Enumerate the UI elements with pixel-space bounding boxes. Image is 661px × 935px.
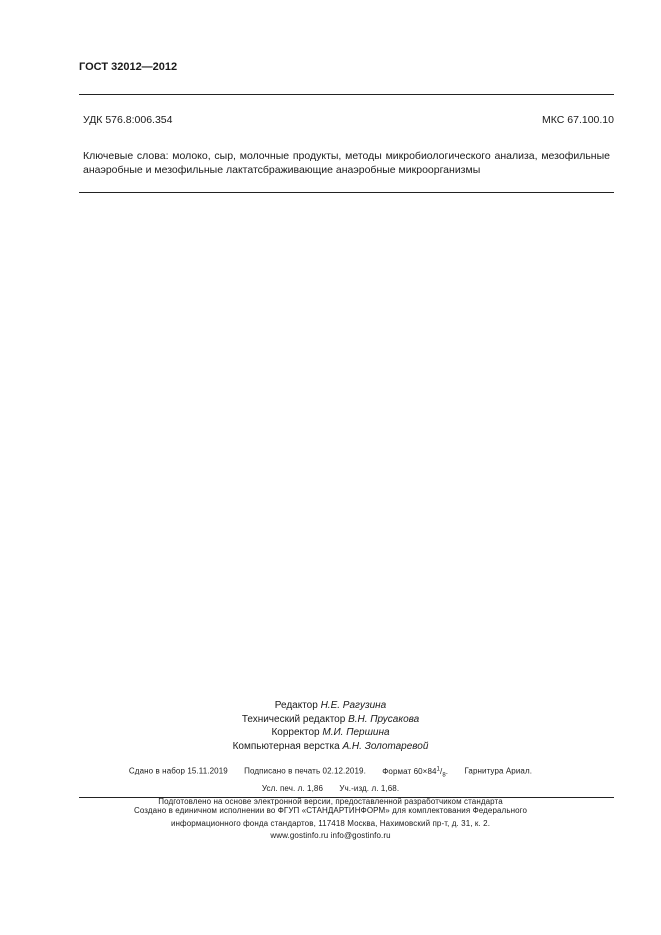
credit-role: Редактор (274, 700, 318, 711)
keywords-rule (79, 192, 614, 193)
imprint-block (0, 763, 661, 808)
header-rule (79, 94, 614, 95)
footer-line-1: Создано в единичном исполнении во ФГУП «СТАНДАРТИНФОРМ» для комплектования Федерального (133, 806, 528, 815)
footer-rule (79, 797, 614, 798)
paper-format: Формат $60\times 84^1/_8$. (382, 766, 449, 779)
credit-name: В.Н. Прусакова (348, 713, 420, 725)
submitted-date: Сдано в набор 15.11.2019 (128, 766, 228, 776)
publisher-footer (0, 805, 661, 843)
credit-layout (0, 740, 661, 754)
imprint-basis: Подготовлено на основе электронной версии, предоставленной разработчиком стандарта (158, 797, 503, 807)
signed-date: Подписано в печать 02.12.2019. (244, 766, 366, 776)
credit-proofreader (0, 726, 661, 740)
footer-contacts (0, 830, 661, 843)
credit-role: Компьютерная верстка (232, 740, 340, 752)
typeface: Гарнитура Ариал. (464, 766, 533, 776)
credit-name: М.И. Першина (322, 727, 390, 739)
imprint-line-1 (0, 763, 661, 782)
credit-tech-editor (0, 713, 661, 727)
website-link[interactable]: www.gostinfo.ru (270, 831, 329, 840)
credit-name: А.Н. Золотаревой (342, 740, 429, 752)
editorial-credits (0, 699, 661, 753)
mks-code: МКС 67.100.10 (542, 114, 614, 126)
udk-code: УДК 576.8:006.354 (83, 114, 173, 126)
print-sheets: Усл. печ. л. 1,86 (261, 784, 324, 794)
document-code: ГОСТ 32012—2012 (79, 61, 178, 73)
credit-role: Корректор (271, 727, 320, 739)
keywords-text: Ключевые слова: молоко, сыр, молочные продукты, методы микробиологического анализа, мезофильные анаэробные и мезофильные лактатсбраживающие анаэробные микроорганизмы (83, 150, 610, 176)
footer-line-2: информационного фонда стандартов, 117418 Москва, Нахимовский пр-т, д. 31, к. 2. (170, 818, 491, 828)
publisher-sheets: Уч.-изд. л. 1,68. (339, 784, 400, 794)
credit-name: Н.Е. Рагузина (320, 700, 387, 711)
credit-role: Технический редактор (241, 713, 346, 725)
imprint-line-2 (0, 782, 661, 795)
credit-editor (0, 699, 661, 713)
email-link[interactable]: info@gostinfo.ru (330, 831, 391, 840)
